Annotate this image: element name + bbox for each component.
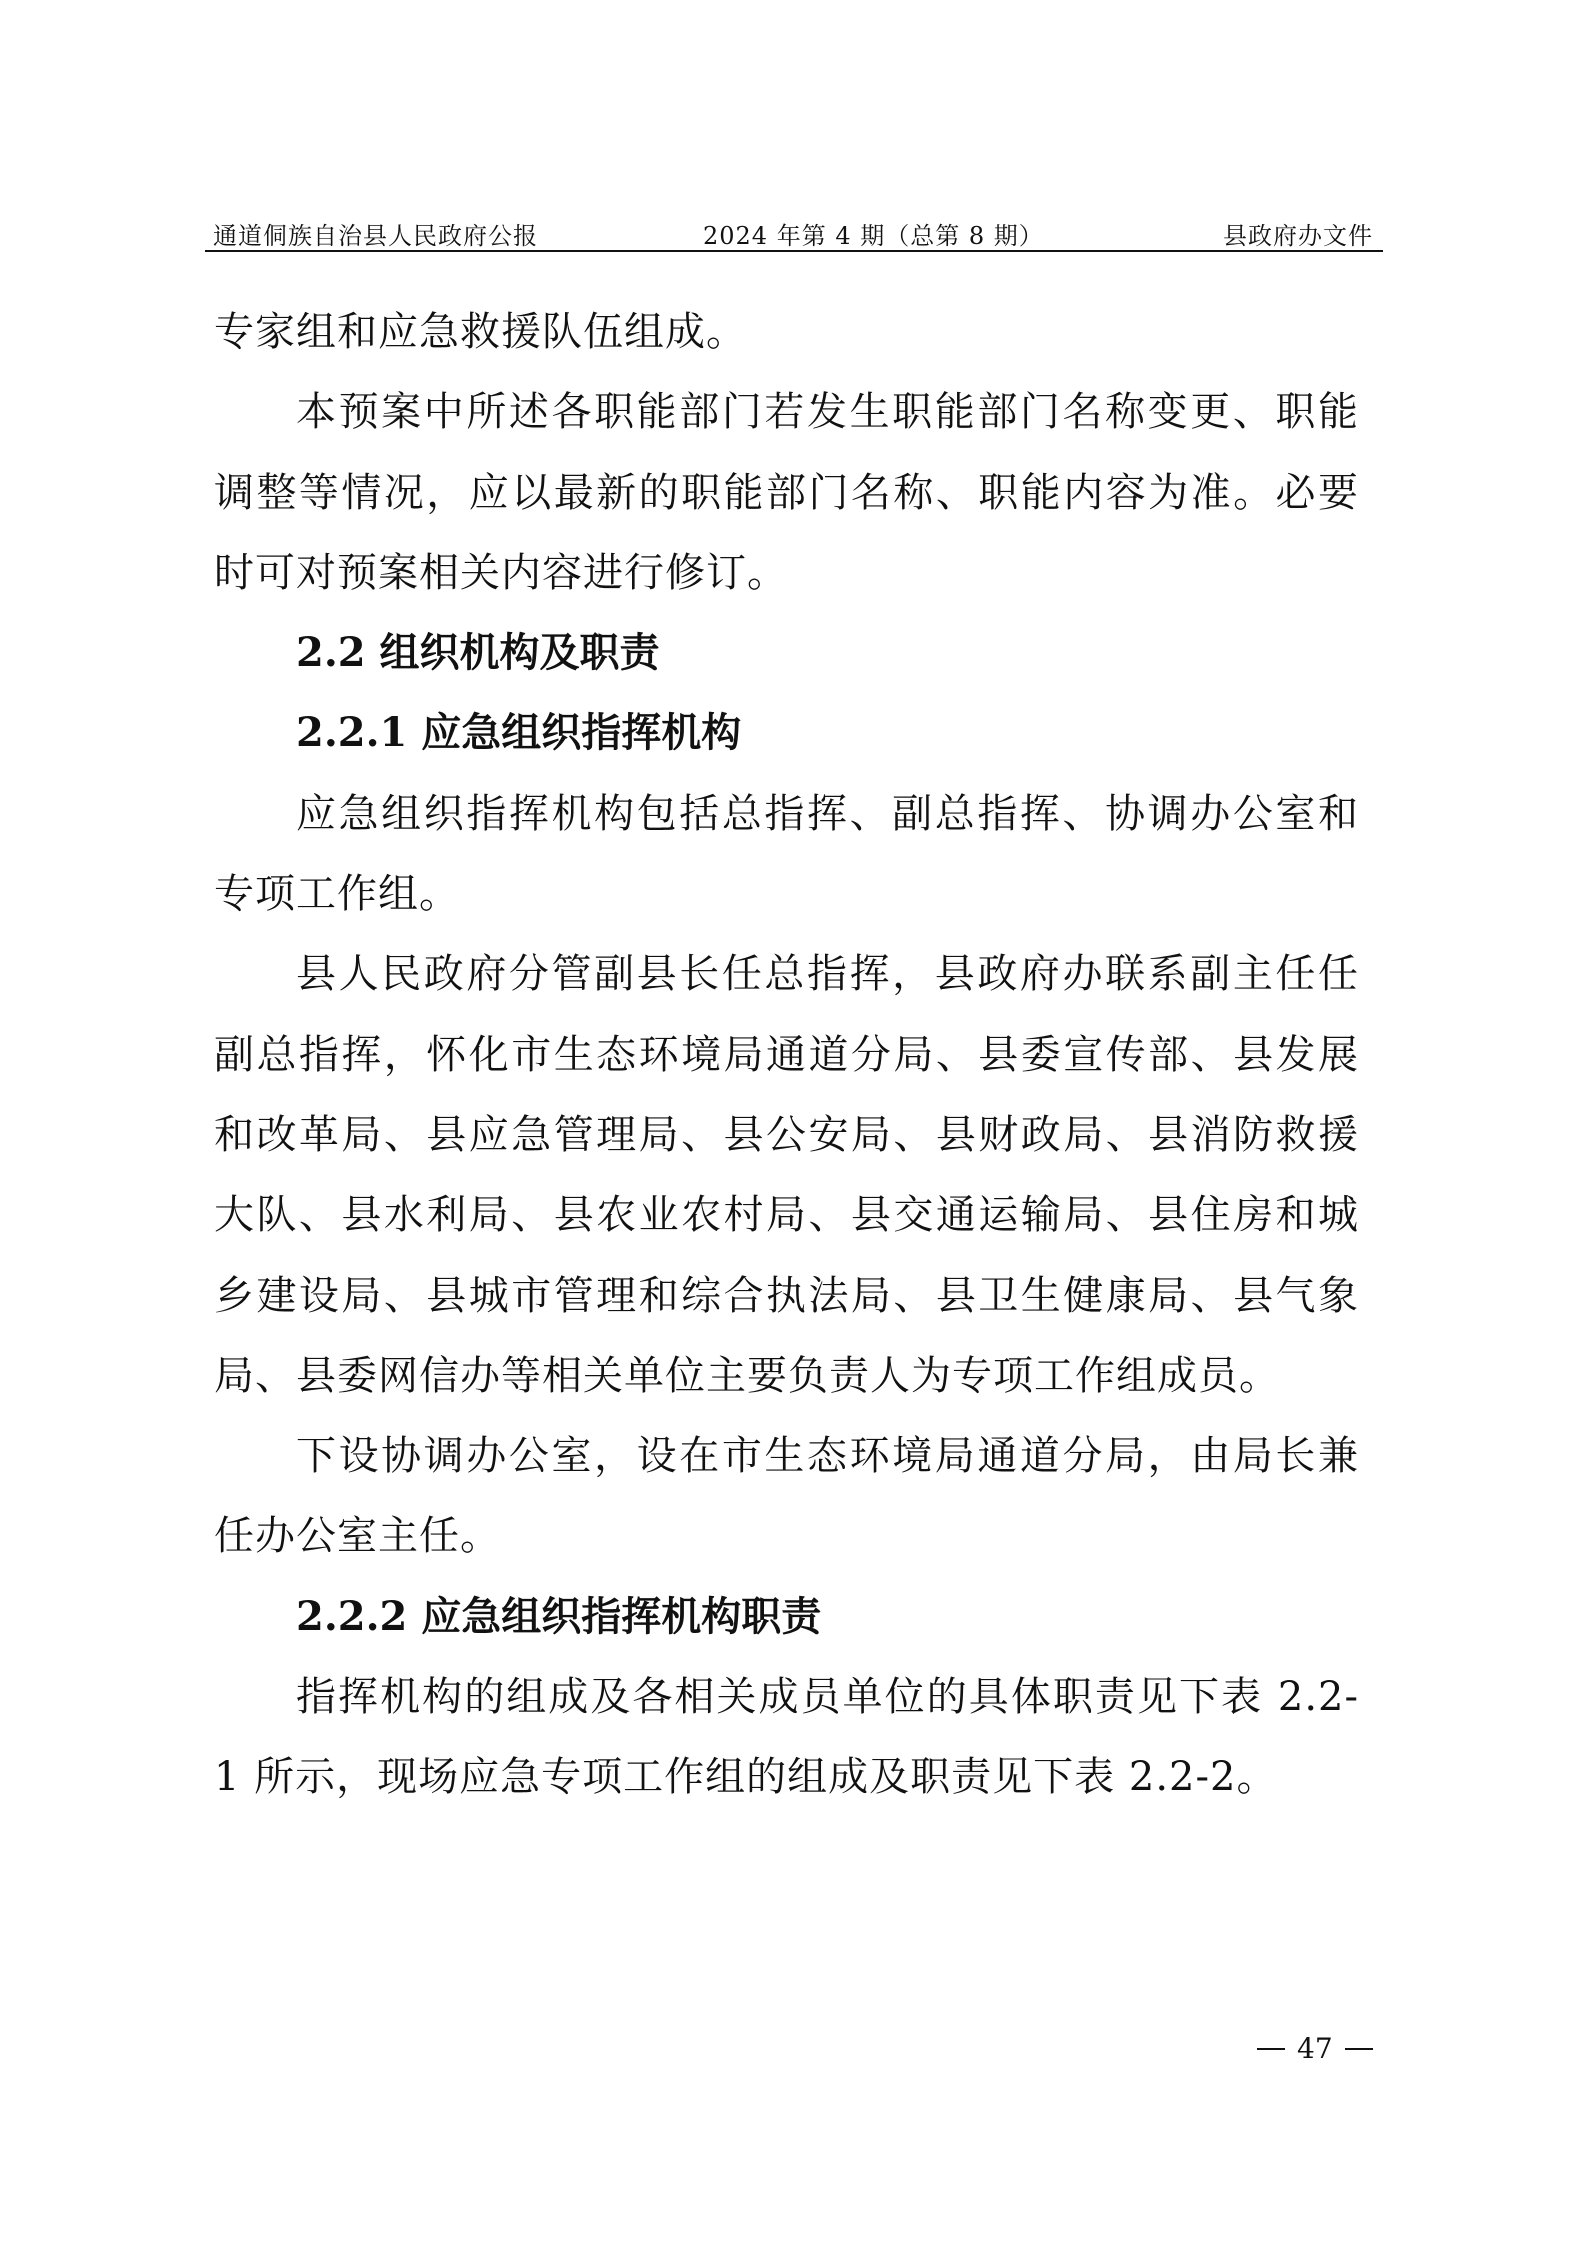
document-body bbox=[214, 292, 1359, 1818]
header-publication-title: 通道侗族自治县人民政府公报 bbox=[213, 222, 538, 250]
section-heading: 2.2 组织机构及职责 bbox=[296, 629, 660, 677]
page-footer bbox=[1257, 2030, 1373, 2065]
header-issue-number: 2024 年第 4 期（总第 8 期） bbox=[703, 222, 1044, 250]
body-paragraph: 专家组和应急救援队伍组成。 bbox=[214, 309, 747, 355]
body-paragraph: 县人民政府分管副县长任总指挥，县政府办联系副主任任副总指挥，怀化市生态环境局通道分局、县委宣传部、县发展和改革局、县应急管理局、县公安局、县财政局、县消防救援大队、县水利局、县农业农村局、县交通运输局、县住房和城乡建设局、县城市管理和综合执法局、县卫生健康局、县气象局、县委网信办等相关单位主要负责人为专项工作组成员。 bbox=[214, 951, 1359, 1399]
body-paragraph: 指挥机构的组成及各相关成员单位的具体职责见下表 2.2-1 所示，现场应急专项工作组的组成及职责见下表 2.2-2。 bbox=[214, 1674, 1359, 1801]
subsection-heading: 2.2.1 应急组织指挥机构 bbox=[296, 709, 742, 757]
page-number: 47 bbox=[1297, 2032, 1333, 2065]
subsection-heading: 2.2.2 应急组织指挥机构职责 bbox=[296, 1592, 822, 1640]
body-paragraph: 应急组织指挥机构包括总指挥、副总指挥、协调办公室和专项工作组。 bbox=[214, 790, 1359, 918]
body-paragraph: 下设协调办公室，设在市生态环境局通道分局，由局长兼任办公室主任。 bbox=[214, 1433, 1359, 1560]
header-document-category: 县政府办文件 bbox=[1223, 222, 1373, 250]
footer-dash-right bbox=[1345, 2048, 1373, 2050]
page-header bbox=[205, 208, 1383, 252]
body-paragraph: 本预案中所述各职能部门若发生职能部门名称变更、职能调整等情况，应以最新的职能部门名称、职能内容为准。必要时可对预案相关内容进行修订。 bbox=[214, 389, 1359, 596]
footer-dash-left bbox=[1257, 2048, 1285, 2050]
